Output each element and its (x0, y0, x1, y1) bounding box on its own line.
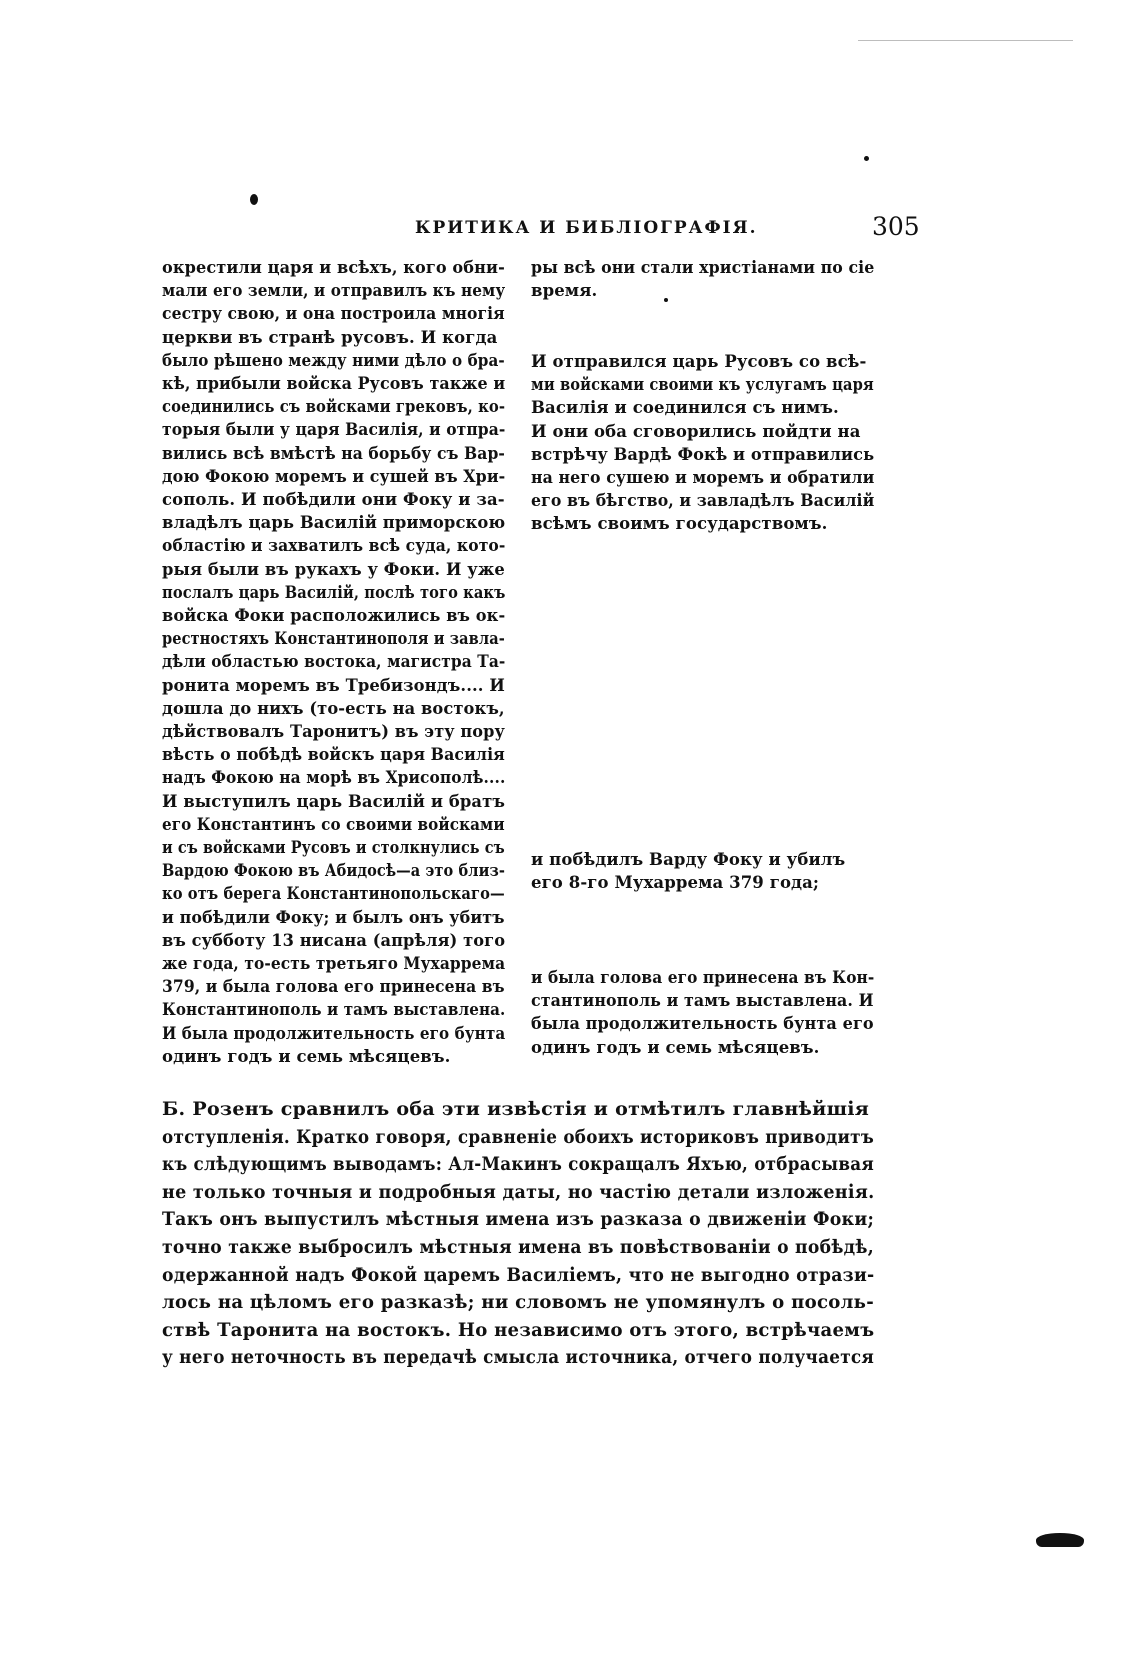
text-line: соединились съ войсками грековъ, ко- (162, 397, 506, 417)
text-line: лось на цѣломъ его разказѣ; ни словомъ не упомянулъ о посоль- (162, 1291, 875, 1314)
text-line: И выступилъ царь Василій и братъ (162, 791, 505, 811)
text-line: рыя были въ рукахъ у Фоки. И уже (162, 559, 505, 579)
text-line: И была продолжительность его бунта (162, 1023, 506, 1043)
text-line: войска Фоки расположились въ ок- (162, 606, 506, 625)
page-header-title: КРИТИКА И БИБЛІОГРАФІЯ. (415, 218, 758, 238)
text-line: его Константинъ со своими войсками (162, 814, 505, 834)
text-line: и съ войсками Русовъ и столкнулись съ (162, 838, 505, 857)
text-line: надъ Фокою на морѣ въ Хрисополѣ.... (162, 768, 506, 788)
print-speck (664, 298, 668, 302)
text-line: одержанной надъ Фокой царемъ Василіемъ, что не выгодно отрази- (162, 1263, 875, 1286)
text-line: ствѣ Таронита на востокъ. Но независимо отъ этого, встрѣчаемъ (162, 1318, 875, 1341)
text-line: не только точныя и подробныя даты, но частію детали изложенія. (162, 1180, 875, 1203)
text-line: рестностяхъ Константинополя и завла- (162, 629, 505, 649)
text-line: дошла до нихъ (то-есть на востокъ, (162, 698, 505, 718)
text-line: послалъ царь Василій, послѣ того какъ (162, 582, 506, 602)
text-line: церкви въ странѣ русовъ. И когда (162, 327, 498, 347)
text-line: стантинополь и тамъ выставлена. И (531, 991, 874, 1011)
text-line: вились всѣ вмѣстѣ на борьбу съ Вар- (162, 443, 505, 463)
text-line: Вардою Фокою въ Абидосѣ—а это близ- (162, 861, 505, 881)
text-line: на него сушею и моремъ и обратили (531, 468, 875, 487)
text-line: Б. Розенъ сравнилъ оба эти извѣстія и отмѣтилъ главнѣйшія (162, 1098, 870, 1120)
text-line: была продолжительность бунта его (531, 1014, 874, 1034)
print-speck (250, 194, 258, 205)
text-line: сестру свою, и она построила многія (162, 304, 505, 324)
text-line: у него неточность въ передачѣ смысла источника, отчего получается (162, 1346, 875, 1369)
text-line: его 8-го Мухаррема 379 года; (531, 873, 820, 893)
text-line: отступленія. Кратко говоря, сравненіе обоихъ историковъ приводитъ (162, 1125, 875, 1148)
text-line: встрѣчу Вардѣ Фокѣ и отправились (531, 444, 875, 464)
text-line: дѣли областью востока, магистра Та- (162, 652, 506, 672)
text-line: Такъ онъ выпустилъ мѣстныя имена изъ разказа о движеніи Фоки; (162, 1208, 875, 1231)
text-line: же года, то-есть третьяго Мухаррема (162, 954, 506, 973)
text-line: областію и захватилъ всѣ суда, кото- (162, 536, 506, 556)
text-line: владѣлъ царь Василій приморскою (162, 513, 506, 533)
text-line: Василія и соединился съ нимъ. (531, 398, 839, 418)
text-line: Константинополь и тамъ выставлена. (162, 1000, 506, 1020)
text-line: торыя были у царя Василія, и отпра- (162, 420, 506, 440)
page-number: 305 (872, 212, 920, 241)
print-speck (864, 156, 869, 161)
text-line: точно также выбросилъ мѣстныя имена въ повѣствованіи о побѣдѣ, (162, 1236, 874, 1258)
text-line: кѣ, прибыли войска Русовъ также и (162, 374, 506, 393)
corner-ink-mark (1036, 1533, 1084, 1547)
text-line: и была голова его принесена въ Кон- (531, 968, 875, 987)
text-line: время. (531, 281, 598, 301)
text-line: къ слѣдующимъ выводамъ: Ал-Макинъ сокращалъ Яхъю, отбрасывая (162, 1153, 874, 1176)
text-line: ко отъ берега Константинопольскаго— (162, 884, 505, 904)
top-rule (858, 40, 1073, 41)
text-line: одинъ годъ и семь мѣсяцевъ. (531, 1037, 820, 1057)
text-line: ронита моремъ въ Требизондъ.... И (162, 675, 505, 695)
text-line: всѣмъ своимъ государствомъ. (531, 514, 828, 534)
text-line: И они оба сговорились пойдти на (531, 421, 861, 441)
text-line: въ субботу 13 нисана (апрѣля) того (162, 930, 506, 950)
text-line: вѣсть о побѣдѣ войскъ царя Василія (162, 745, 505, 765)
text-line: его въ бѣгство, и завладѣлъ Василій (531, 491, 875, 511)
text-line: было рѣшено между ними дѣло о бра- (162, 350, 505, 370)
text-line: одинъ годъ и семь мѣсяцевъ. (162, 1046, 451, 1066)
text-line: ми войсками своими къ услугамъ царя (531, 375, 874, 395)
text-line: 379, и была голова его принесена въ (162, 977, 505, 997)
text-line: окрестили царя и всѣхъ, кого обни- (162, 258, 505, 277)
text-line: дѣйствовалъ Таронитъ) въ эту пору (162, 722, 505, 741)
text-line: И отправился царь Русовъ со всѣ- (531, 352, 867, 371)
text-line: мали его земли, и отправилъ къ нему (162, 281, 506, 301)
text-line: и побѣдили Фоку; и былъ онъ убитъ (162, 907, 505, 927)
text-line: сополь. И побѣдили они Фоку и за- (162, 490, 505, 509)
text-line: дою Фокою моремъ и сушей въ Хри- (162, 466, 506, 486)
text-line: и побѣдилъ Варду Фоку и убилъ (531, 850, 846, 869)
text-line: ры всѣ они стали христіанами по сіе (531, 258, 875, 277)
